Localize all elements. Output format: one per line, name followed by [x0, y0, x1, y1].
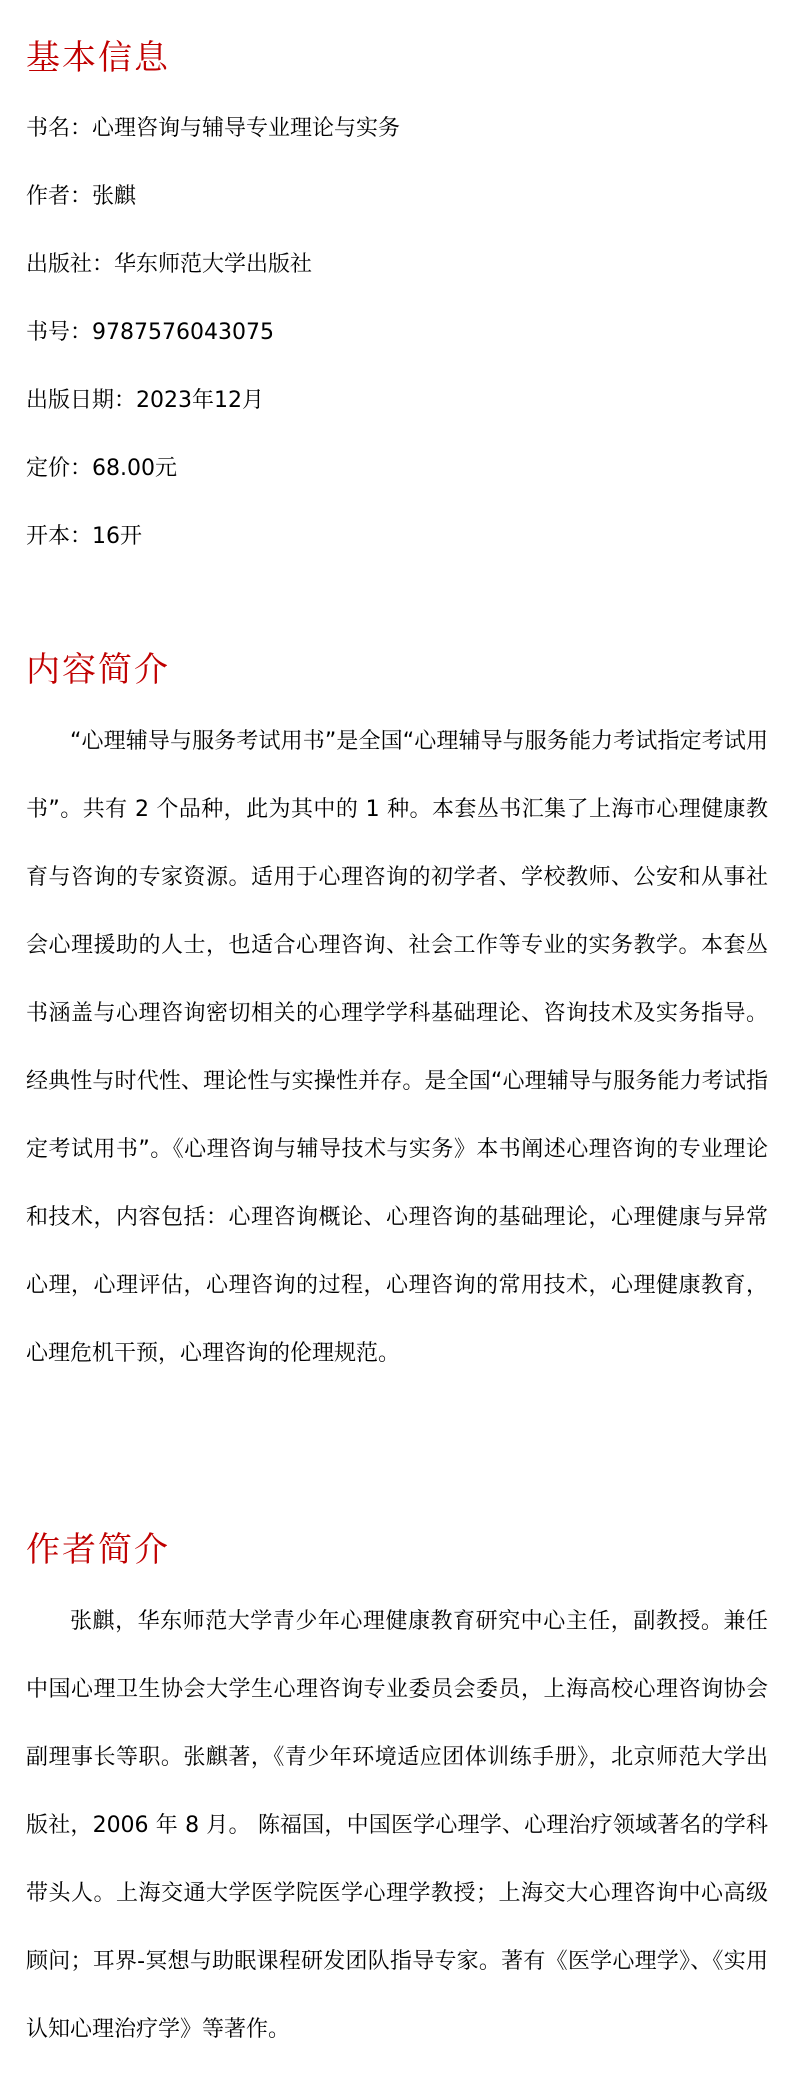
info-item-book-name	[26, 114, 400, 144]
info-value: 心理咨询与辅导专业理论与实务	[92, 116, 401, 141]
info-label: 出版社：	[26, 252, 115, 277]
info-label: 定价：	[26, 456, 93, 481]
info-label: 作者：	[26, 184, 93, 209]
author-intro-heading: 作者简介	[26, 1530, 170, 1570]
info-label: 书号：	[26, 320, 93, 345]
info-item-price	[26, 454, 177, 484]
info-value: 9787576043075	[92, 320, 274, 345]
info-item-isbn	[26, 318, 274, 348]
content-intro-paragraph: “心理辅导与服务考试用书”是全国“心理辅导与服务能力考试指定考试用书”。共有 2 个品种，此为其中的 1 种。本套丛书汇集了上海市心理健康教育与咨询的专家资源。适用于心理咨询的初学者、学校教师、公安和从事社会心理援助的人士，也适合心理咨询、社会工作等专业的实务教学。本套丛书涵盖与心理咨询密切相关的心理学学科基础理论、咨询技术及实务指导。经典性与时代性、理论性与实操性并存。是全国“心理辅导与服务能力考试指定考试用书”。《心理咨询与辅导技术与实务》本书阐述心理咨询的专业理论和技术，内容包括：心理咨询概论、心理咨询的基础理论，心理健康与异常心理，心理评估，心理咨询的过程，心理咨询的常用技术，心理健康教育，心理危机干预，心理咨询的伦理规范。	[26, 729, 768, 1366]
basic-info-heading: 基本信息	[26, 38, 170, 78]
info-label: 开本：	[26, 524, 93, 549]
info-value: 2023年12月	[136, 388, 264, 413]
info-item-publisher	[26, 250, 312, 280]
info-label: 书名：	[26, 116, 93, 141]
info-item-publish-date	[26, 386, 264, 416]
author-intro-paragraph: 张麒，华东师范大学青少年心理健康教育研究中心主任，副教授。兼任中国心理卫生协会大学生心理咨询专业委员会委员，上海高校心理咨询协会副理事长等职。张麒著，《青少年环境适应团体训练手册》，北京师范大学出版社，2006 年 8 月。 陈福国，中国医学心理学、心理治疗领域著名的学科带头人。上海交通大学医学院医学心理学教授；上海交大心理咨询中心高级顾问；耳界-冥想与助眠课程研发团队指导专家。著有《医学心理学》、《实用认知心理治疗学》等著作。	[26, 1609, 768, 2042]
info-value: 张麒	[92, 184, 137, 209]
info-value: 华东师范大学出版社	[114, 252, 313, 277]
info-value: 68.00元	[92, 456, 177, 481]
info-item-format	[26, 522, 142, 552]
content-intro-heading: 内容简介	[26, 650, 170, 690]
info-label: 出版日期：	[26, 388, 137, 413]
info-value: 16开	[92, 524, 143, 549]
info-item-author	[26, 182, 136, 212]
